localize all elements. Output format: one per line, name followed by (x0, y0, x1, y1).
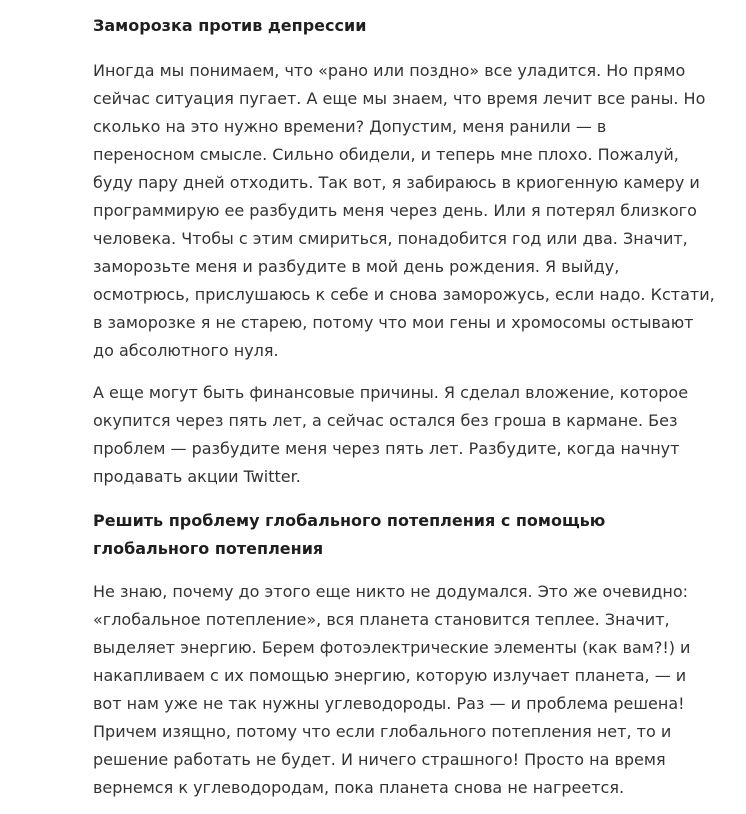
paragraph-line: человека. Чтобы с этим смириться, понадобится год или два. Значит, (93, 229, 688, 248)
paragraph-line: заморозьте меня и разбудите в мой день рождения. Я выйду, (93, 257, 620, 276)
paragraph-line: вернемся к углеводородам, пока планета снова не нагреется. (93, 778, 625, 797)
paragraph-line: Иногда мы понимаем, что «рано или поздно» все уладится. Но прямо (93, 61, 686, 80)
paragraph-line: сколько на это нужно времени? Допустим, меня ранили — в (93, 117, 607, 136)
paragraph-line: решение работать не будет. И ничего страшного! Просто на время (93, 750, 666, 769)
paragraph-line: до абсолютного нуля. (93, 341, 279, 360)
heading-line: глобального потепления (93, 539, 324, 558)
paragraph-line: программирую ее разбудить меня через день. Или я потерял близкого (93, 201, 697, 220)
paragraph-line: вот нам уже не так нужны углеводороды. Раз — и проблема решена! (93, 694, 685, 713)
heading-line: Решить проблему глобального потепления с помощью (93, 511, 606, 530)
paragraph-line: Причем изящно, потому что если глобального потепления нет, то и (93, 722, 672, 741)
paragraph-line: осмотрюсь, прислушаюсь к себе и снова заморожусь, если надо. Кстати, (93, 285, 715, 304)
paragraph-line: выделяет энергию. Берем фотоэлектрические элементы (как вам?!) и (93, 638, 691, 657)
paragraph-line: продавать акции Twitter. (93, 467, 301, 486)
paragraph-freeze-depression (93, 57, 715, 365)
paragraph-line: проблем — разбудите меня через пять лет. Разбудите, когда начнут (93, 439, 680, 458)
paragraph-line: «глобальное потепление», вся планета становится теплее. Значит, (93, 610, 670, 629)
heading-line: Заморозка против депрессии (93, 16, 367, 35)
paragraph-line: окупится через пять лет, а сейчас остался без гроша в кармане. Без (93, 411, 678, 430)
paragraph-line: буду пару дней отходить. Так вот, я забираюсь в криогенную камеру и (93, 173, 700, 192)
paragraph-line: в заморозке я не старею, потому что мои гены и хромосомы остывают (93, 313, 694, 332)
paragraph-line: переносном смысле. Сильно обидели, и теперь мне плохо. Пожалуй, (93, 145, 679, 164)
paragraph-line: А еще могут быть финансовые причины. Я сделал вложение, которое (93, 383, 689, 402)
paragraph-global-warming (93, 578, 690, 802)
section-heading-depression (93, 12, 366, 40)
section-heading-global-warming (93, 507, 605, 563)
paragraph-line: Не знаю, почему до этого еще никто не додумался. Это же очевидно: (93, 582, 689, 601)
paragraph-line: накапливаем с их помощью энергию, которую излучает планета, — и (93, 666, 687, 685)
paragraph-line: сейчас ситуация пугает. А еще мы знаем, что время лечит все раны. Но (93, 89, 706, 108)
paragraph-financial-reasons (93, 379, 688, 491)
